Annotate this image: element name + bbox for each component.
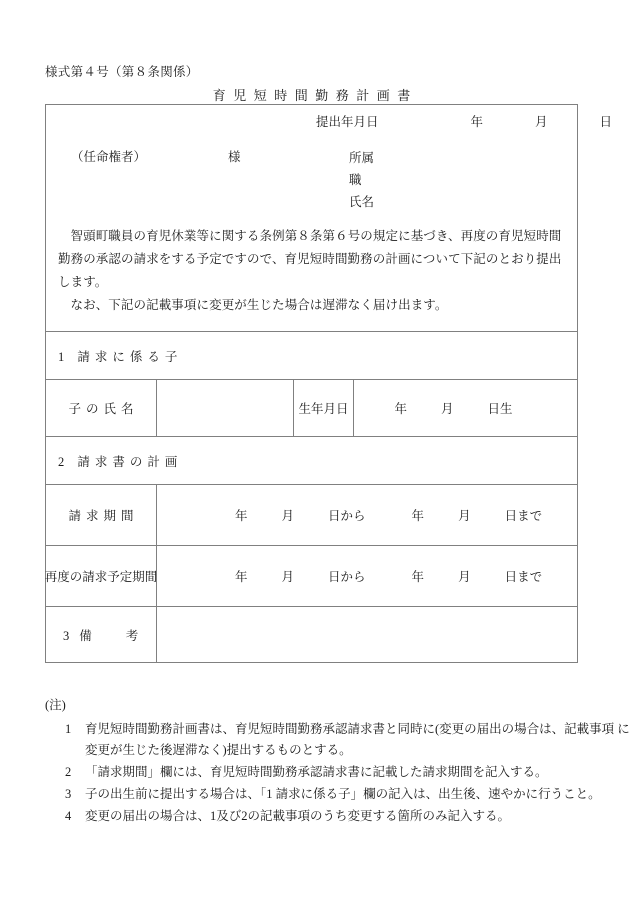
dob-year-label: 年 [394, 402, 407, 416]
note-line: 「請求期間」欄には、育児短時間勤務承認請求書に記載した請求期間を記入する。 [85, 765, 548, 779]
replanned-to-year: 年 [411, 570, 425, 584]
note-line: 変更の届出の場合は、1及び2の記載事項のうち変更する箇所のみ記入する。 [85, 809, 511, 823]
request-from-month: 月 [281, 509, 295, 523]
replanned-period-value[interactable] [156, 546, 577, 606]
child-name-label: 子の氏名 [68, 402, 139, 416]
remarks-label-text: 備 [79, 628, 92, 643]
request-to-year: 年 [411, 509, 425, 523]
replanned-to-month: 月 [458, 570, 471, 584]
body-text [46, 215, 577, 331]
note-body [85, 762, 590, 783]
submit-month-label: 月 [535, 115, 548, 129]
replanned-from-day: 日から [328, 570, 366, 584]
dob-day-label: 日生 [487, 402, 513, 416]
note-body [85, 719, 630, 761]
name-label: 氏名 [349, 195, 375, 209]
note-item [65, 762, 590, 783]
request-to-month: 月 [458, 509, 471, 523]
request-period-label: 請求期間 [68, 509, 139, 523]
replanned-to-day: 日まで [504, 570, 543, 584]
section1-heading: 1 請求に係る子 [46, 331, 577, 379]
request-period-row [46, 484, 577, 545]
appointer-line [71, 147, 241, 165]
note-number: 4 [65, 809, 72, 823]
child-info-row [46, 379, 577, 436]
request-to-day: 日まで [504, 509, 543, 523]
form-number: 様式第４号（第８条関係） [45, 65, 199, 79]
note-line: 育児短時間勤務計画書は、育児短時間勤務承認請求書と同時に(変更の届出の場合は、記載事項 に [85, 722, 630, 736]
replanned-from-month: 月 [281, 570, 295, 584]
submitter-block [349, 147, 374, 213]
replanned-from-year: 年 [235, 570, 248, 584]
note-number: 3 [65, 787, 72, 801]
form-frame [44, 104, 613, 663]
remarks-row [46, 606, 577, 662]
form-header-block [46, 105, 613, 215]
submit-date-label: 提出年月日 [316, 115, 379, 129]
affiliation-label: 所属 [349, 151, 375, 165]
child-name-value[interactable] [156, 380, 293, 436]
note-line: 子の出生前に提出する場合は、「1 請求に係る子」欄の記入は、出生後、速やかに行うこと。 [85, 787, 601, 801]
child-dob-label: 生年月日 [293, 380, 353, 436]
position-label: 職 [349, 173, 362, 187]
remarks-value[interactable] [156, 607, 577, 662]
note-body [85, 806, 590, 827]
body-paragraph-1: 智頭町職員の育児休業等に関する条例第８条第６号の規定に基づき、再度の育児短時間勤務の承認の請求をする予定ですので、育児短時間勤務の計画について下記のとおり提出します。 [58, 229, 562, 289]
page-title: 育児短時間勤務計画書 [212, 88, 418, 103]
notes-title: (注) [45, 698, 66, 712]
replanned-period-label: 再度の請求予定期間 [44, 570, 158, 584]
child-dob-value[interactable] [353, 380, 577, 436]
sama-label: 様 [228, 150, 241, 164]
note-body [85, 784, 601, 805]
submission-date-line [316, 112, 612, 130]
note-number: 1 [65, 722, 72, 736]
remarks-number: 3 [63, 628, 70, 643]
request-from-day: 日から [328, 509, 366, 523]
note-line: 変更が生じた後遅滞なく)提出するものとする。 [85, 743, 352, 757]
request-from-year: 年 [235, 509, 248, 523]
body-paragraph-2: なお、下記の記載事項に変更が生じた場合は遅滞なく届け出ます。 [70, 298, 448, 312]
note-item [65, 784, 601, 805]
note-item [65, 806, 590, 827]
submit-year-label: 年 [470, 115, 484, 129]
remarks-label-text2: 考 [125, 628, 139, 643]
replanned-period-row [46, 545, 577, 606]
section2-heading: 2 請求書の計画 [46, 436, 577, 484]
request-period-value[interactable] [156, 485, 577, 545]
notes-section [45, 695, 630, 828]
dob-month-label: 月 [440, 402, 454, 416]
appointer-label: （任命権者） [71, 150, 147, 164]
remarks-label [46, 607, 156, 662]
note-item [65, 719, 630, 761]
submit-day-label: 日 [599, 115, 613, 129]
note-number: 2 [65, 765, 72, 779]
